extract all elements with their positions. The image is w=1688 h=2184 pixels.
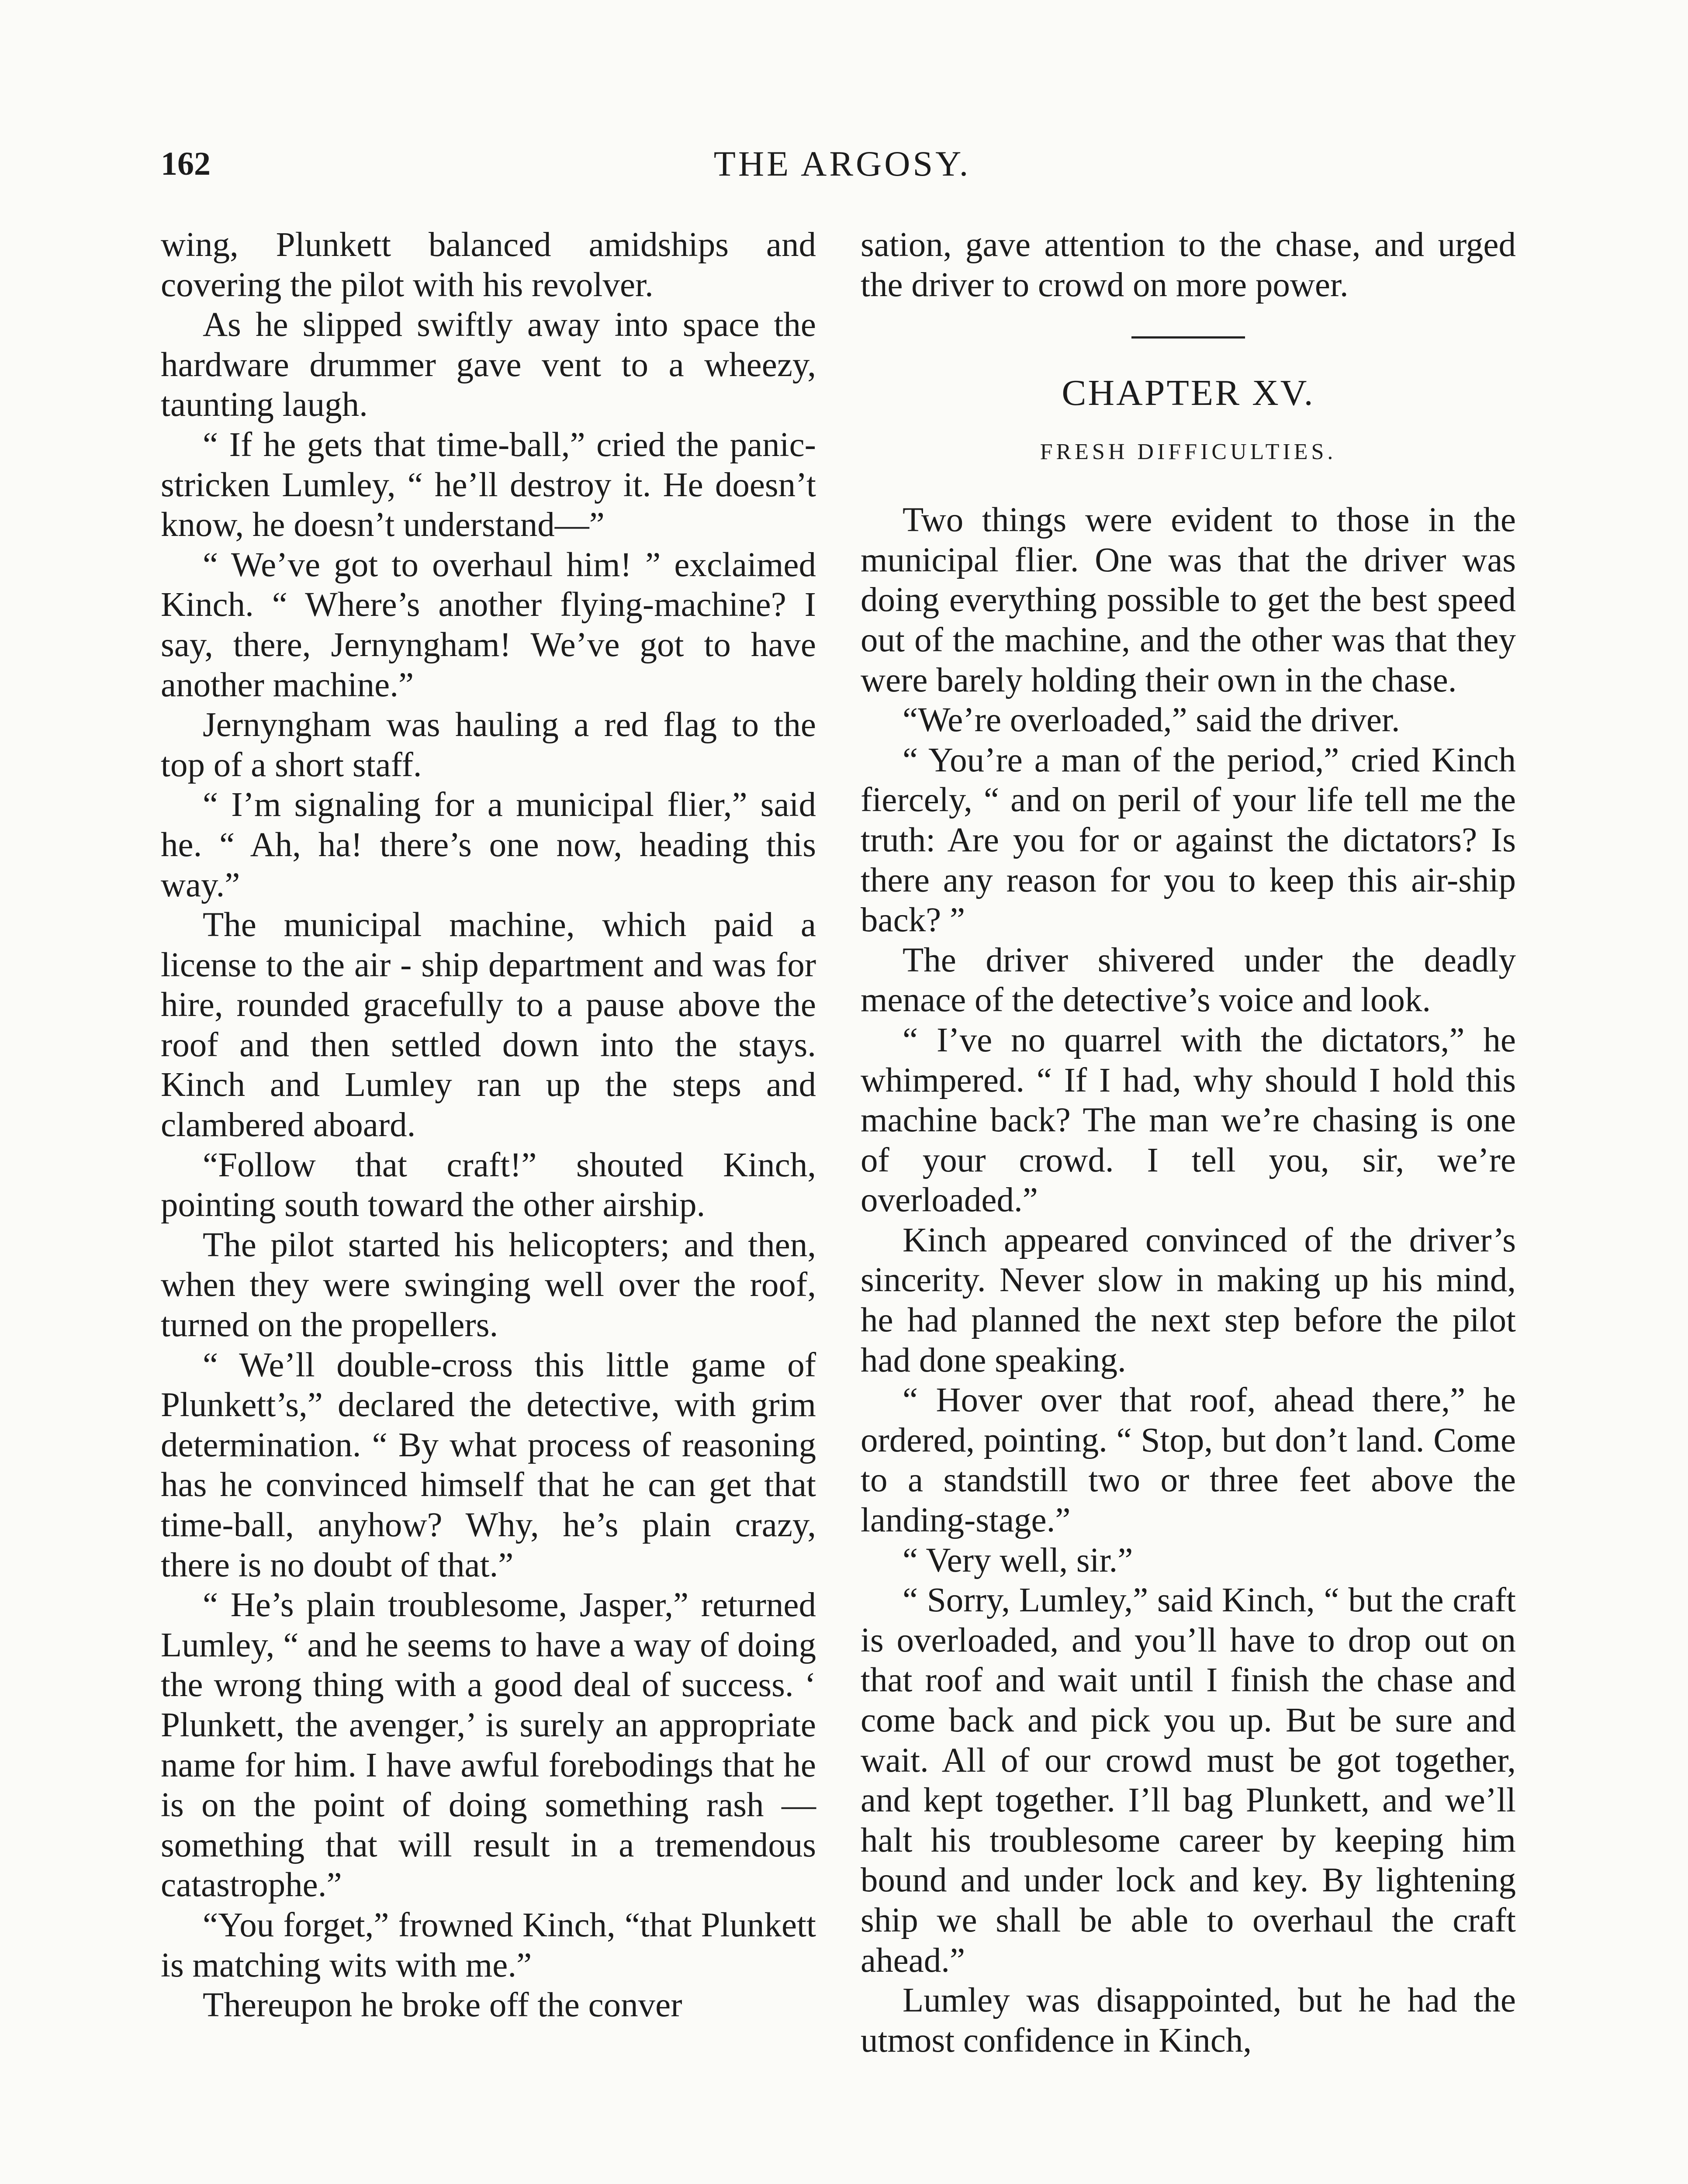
paragraph: “We’re overloaded,” said the driver. <box>903 701 1400 740</box>
paragraph: “ If he gets that time-ball,” cried the panic-stricken Lumley, “ he’ll destroy it. He doesn’t know, he doesn’t understand—” <box>161 425 816 544</box>
paragraph: As he slipped swiftly away into space the hardware drummer gave vent to a wheezy, taunting laugh. <box>161 306 816 424</box>
paragraph: “ Sorry, Lumley,” said Kinch, “ but the craft is overloaded, and you’ll have to drop out on that roof and wait until I finish the chase and come back and pick you up. But be sure and wait. All of our crowd must be got together, and kept together. I’ll bag Plunkett, and we’ll halt his troublesome career by keeping him bound and under lock and key. By lightening ship we shall be able to overhaul the craft ahead.” <box>861 1581 1516 1980</box>
paragraph: Lumley was disappointed, but he had the utmost confidence in Kinch, <box>861 1981 1516 2060</box>
paragraph: “ You’re a man of the period,” cried Kinch fiercely, “ and on peril of your life tell me the truth: Are you for or against the dictators? Is there any reason for you to keep this air-ship back? ” <box>861 741 1516 940</box>
page-header <box>161 140 1524 188</box>
paragraph-continuation: sation, gave attention to the chase, and urged the driver to crowd on more power. <box>861 226 1516 304</box>
right-column <box>861 225 1516 2060</box>
paragraph: “ Very well, sir.” <box>903 1541 1133 1579</box>
paragraph: “ We’ll double-cross this little game of Plunkett’s,” declared the detective, with grim determination. “ By what process of reasoning has he convinced himself that he can get that time-ball, anyhow? Why, he’s plain crazy, there is no doubt of that.” <box>161 1346 816 1584</box>
paragraph: “ I’m signaling for a municipal flier,” said he. “ Ah, ha! there’s one now, heading this way.” <box>161 786 816 904</box>
left-column <box>161 225 816 2025</box>
paragraph: “Follow that craft!” shouted Kinch, pointing south toward the other airship. <box>161 1146 816 1224</box>
paragraph: Jernyngham was hauling a red flag to the top of a short staff. <box>161 706 816 784</box>
paragraph: “You forget,” frowned Kinch, “that Plunkett is matching wits with me.” <box>161 1906 816 1984</box>
paragraph: “ We’ve got to overhaul him! ” exclaimed Kinch. “ Where’s another flying-machine? I say, there, Jernyngham! We’ve got to have another machine.” <box>161 546 816 704</box>
paragraph: “ I’ve no quarrel with the dictators,” he whimpered. “ If I had, why should I hold this machine back? The man we’re chasing is one of your crowd. I tell you, sir, we’re overloaded.” <box>861 1021 1516 1220</box>
page-number: 162 <box>161 145 211 182</box>
paragraph: “ He’s plain troublesome, Jasper,” returned Lumley, “ and he seems to have a way of doing the wrong thing with a good deal of success. ‘ Plunkett, the avenger,’ is surely an appropriate name for him. I have awful forebodings that he is on the point of doing something rash — something that will result in a tremendous catastrophe.” <box>161 1586 816 1904</box>
paragraph: Thereupon he broke off the conver <box>203 1986 682 2025</box>
paragraph: “ Hover over that roof, ahead there,” he ordered, pointing. “ Stop, but don’t land. Come to a standstill two or three feet above the landing-stage.” <box>861 1381 1516 1540</box>
chapter-heading: CHAPTER XV. <box>1062 373 1315 414</box>
paragraph: The pilot started his helicopters; and then, when they were swinging well over the roof, turned on the propellers. <box>161 1226 816 1344</box>
paragraph: wing, Plunkett balanced amidships and covering the pilot with his revolver. <box>161 226 816 304</box>
paragraph: The driver shivered under the deadly menace of the detective’s voice and look. <box>861 941 1516 1019</box>
paragraph: The municipal machine, which paid a license to the air - ship department and was for hire, rounded gracefully to a pause above the roof and then settled down into the stays. Kinch and Lumley ran up the steps and clambered aboard. <box>161 906 816 1144</box>
section-divider <box>1131 336 1245 339</box>
paragraph: Kinch appeared convinced of the driver’s sincerity. Never slow in making up his mind, he had planned the next step before the pilot had done speaking. <box>861 1221 1516 1379</box>
chapter-subtitle: FRESH DIFFICULTIES. <box>1040 439 1337 465</box>
running-title: THE ARGOSY. <box>713 144 971 183</box>
paragraph: Two things were evident to those in the municipal flier. One was that the driver was doing everything possible to get the best speed out of the machine, and the other was that they were barely holding their own in the chase. <box>861 501 1516 699</box>
